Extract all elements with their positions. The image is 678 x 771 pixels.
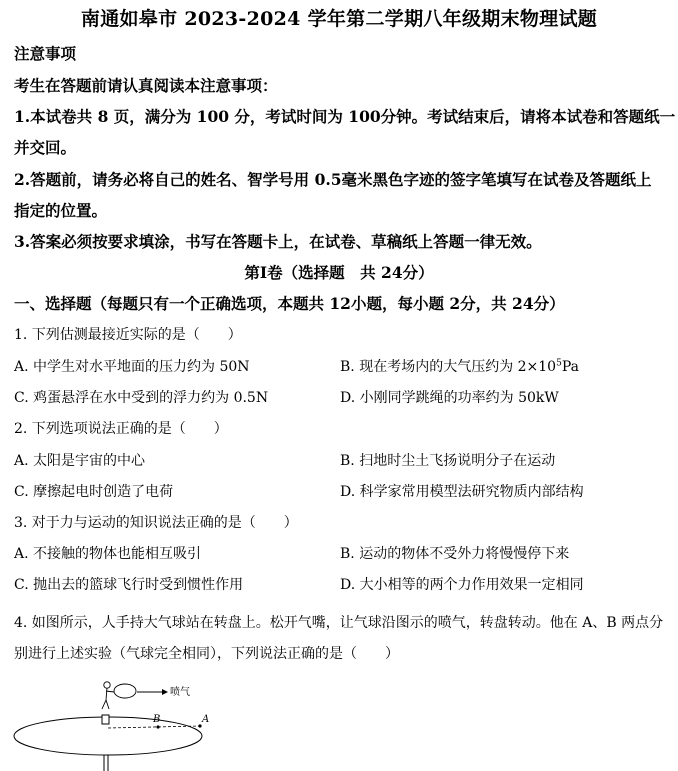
question-2-stem: 2. 下列选项说法正确的是（ ） [14,421,228,437]
question-2-option-b: B. 扫地时尘土飞扬说明分子在运动 [340,453,556,469]
question-3-option-c: C. 抛出去的篮球飞行时受到惯性作用 [14,577,244,593]
question-2-option-c: C. 摩擦起电时创造了电荷 [14,484,174,500]
question-2-option-d: D. 科学家常用模型法研究物质内部结构 [340,484,584,500]
person-body [102,688,114,709]
notice-item-2-cont: 指定的位置。 [14,201,108,220]
question-1-stem: 1. 下列估测最接近实际的是（ ） [14,327,242,343]
notice-item-1-cont: 并交回。 [14,138,77,157]
notice-item-3: 3.答案必须按要求填涂，书写在答题卡上，在试卷、草稿纸上答题一律无效。 [14,232,542,251]
notice-heading: 注意事项 [14,44,77,63]
question-1-option-b [340,356,579,376]
question-1-option-c: C. 鸡蛋悬浮在水中受到的浮力约为 0.5N [14,390,269,406]
point-a-label: A [202,714,210,725]
volume-title: 第Ⅰ卷（选择题 共 24分） [244,263,434,282]
section-title: 一、选择题（每题只有一个正确选项，本题共 12小题，每小题 2分，共 24分） [14,294,565,313]
point-b-dot [156,725,159,728]
question-3-option-a: A. 不接触的物体也能相互吸引 [14,546,202,562]
point-b-label: B [153,714,161,725]
question-1-option-a: A. 中学生对水平地面的压力约为 50N [14,359,250,375]
notice-intro: 考生在答题前请认真阅读本注意事项： [14,76,278,95]
question-2-option-a: A. 太阳是宇宙的中心 [14,453,146,469]
question-3-option-b: B. 运动的物体不受外力将慢慢停下来 [340,546,570,562]
notice-item-2: 2.答题前，请务必将自己的姓名、智学号用 0.5毫米黑色字迹的签字笔填写在试卷及答题纸上 [14,170,652,189]
question-4-stem-cont: 别进行上述实验（气球完全相同），下列说法正确的是（ ） [14,646,399,662]
exam-title: 南通如皋市 2023-2024 学年第二学期八年级期末物理试题 [80,8,598,30]
balloon [114,684,136,698]
radius-dashed-line [108,726,200,728]
notice-item-1: 1.本试卷共 8 页，满分为 100 分，考试时间为 100分钟。考试结束后，请将本试卷和答题纸一 [14,107,676,126]
turntable-figure [10,676,220,771]
person-head [104,682,110,688]
spray-label: 喷气 [170,687,190,698]
spray-arrow-head [162,689,168,695]
question-1-option-d: D. 小刚同学跳绳的功率约为 50kW [340,390,559,406]
turntable-center-post [102,715,109,724]
option-b-unit: Pa [561,359,579,375]
option-b-text: B. 现在考场内的大气压约为 2×10 [340,359,557,375]
option-b-exponent: 5 [556,358,562,369]
question-3-option-d: D. 大小相等的两个力作用效果一定相同 [340,577,584,593]
question-3-stem: 3. 对于力与运动的知识说法正确的是（ ） [14,515,298,531]
question-4-stem: 4. 如图所示，人手持大气球站在转盘上。松开气嘴，让气球沿图示的喷气，转盘转动。他在 A、B 两点分 [14,615,664,631]
